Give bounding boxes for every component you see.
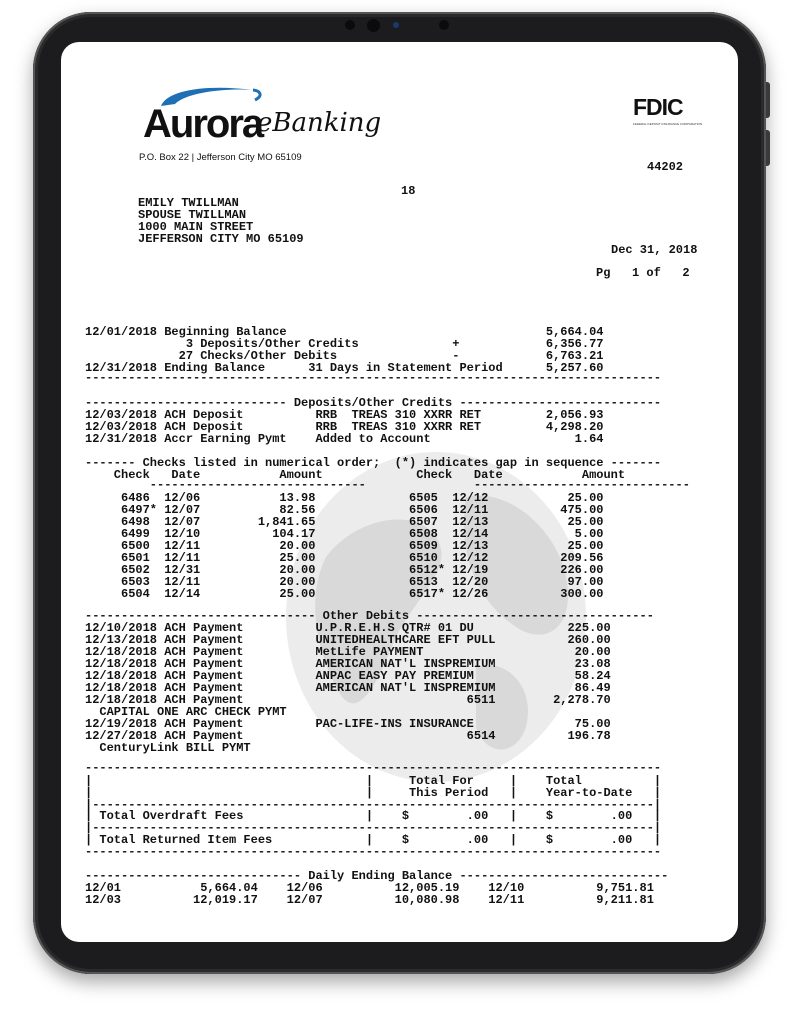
debit-row: 12/13/2018 ACH Payment UNITEDHEALTHCARE EFT PULL 260.00 xyxy=(85,633,611,647)
debit-row: 12/18/2018 ACH Payment AMERICAN NAT'L INSPREMIUM 86.49 xyxy=(85,681,611,695)
flash-icon xyxy=(393,22,399,28)
check-row: 6497* 12/07 82.56 6506 12/11 475.00 xyxy=(85,503,604,517)
fees-table-line: -------------------------------------------------------------------------------- xyxy=(85,845,662,859)
fees-table-line: | | Total For | Total | xyxy=(85,774,662,788)
fees-table-line: |------------------------------------------------------------------------------| xyxy=(85,798,662,812)
sensor-icon xyxy=(345,20,355,30)
divider: -------------------------------------------------------------------------------- xyxy=(85,371,662,385)
divider: ------------------------------ ------------------------------ xyxy=(85,478,690,492)
debit-row: 12/18/2018 ACH Payment MetLife PAYMENT 20.00 xyxy=(85,645,611,659)
camera-icon xyxy=(367,19,380,32)
check-row: 6500 12/11 20.00 6509 12/13 25.00 xyxy=(85,539,604,553)
check-row: 6504 12/14 25.00 6517* 12/26 300.00 xyxy=(85,587,604,601)
daily-balance-row: 12/01 5,664.04 12/06 12,005.19 12/10 9,751.81 xyxy=(85,881,654,895)
summary-line: 3 Deposits/Other Credits + 6,356.77 xyxy=(85,337,604,351)
customer-line: SPOUSE TWILLMAN xyxy=(138,208,247,222)
fees-table-line: -------------------------------------------------------------------------------- xyxy=(85,761,662,775)
statement-screen xyxy=(61,42,738,942)
checks-header: ------- Checks listed in numerical order; (*) indicates gap in sequence ------- xyxy=(85,456,662,470)
fees-table-line: |------------------------------------------------------------------------------| xyxy=(85,821,662,835)
check-row: 6502 12/31 20.00 6512* 12/19 226.00 xyxy=(85,563,604,577)
statement-date: Dec 31, 2018 xyxy=(611,243,698,257)
summary-line: 12/01/2018 Beginning Balance 5,664.04 xyxy=(85,325,604,339)
fees-table-line: | Total Returned Item Fees | $ .00 | $ .00 | xyxy=(85,833,662,847)
volume-button xyxy=(766,82,770,118)
customer-line: EMILY TWILLMAN xyxy=(138,196,239,210)
customer-line: 1000 MAIN STREET xyxy=(138,220,254,234)
page-code: 18 xyxy=(401,184,416,198)
volume-button-2 xyxy=(766,130,770,166)
deposits-header: ---------------------------- Deposits/Other Credits ---------------------------- xyxy=(85,396,662,410)
debit-row: 12/10/2018 ACH Payment U.P.R.E.H.S QTR# 01 DU 225.00 xyxy=(85,621,611,635)
debit-row: 12/19/2018 ACH Payment PAC-LIFE-INS INSURANCE 75.00 xyxy=(85,717,611,731)
bank-name: Aurora xyxy=(143,102,263,146)
daily-balance-header: ------------------------------ Daily Ending Balance ----------------------------- xyxy=(85,869,669,883)
deposit-row: 12/03/2018 ACH Deposit RRB TREAS 310 XXRR RET 2,056.93 xyxy=(85,408,604,422)
daily-balance-row: 12/03 12,019.17 12/07 10,080.98 12/11 9,211.81 xyxy=(85,893,654,907)
fdic-mark: FDIC xyxy=(633,94,683,120)
customer-line: JEFFERSON CITY MO 65109 xyxy=(138,232,304,246)
debit-row: 12/18/2018 ACH Payment 6511 2,278.70 xyxy=(85,693,611,707)
deposit-row: 12/31/2018 Accr Earning Pymt Added to Account 1.64 xyxy=(85,432,604,446)
fdic-subtitle: FEDERAL DEPOSIT INSURANCE CORPORATION xyxy=(633,122,703,126)
fees-table-line: | Total Overdraft Fees | $ .00 | $ .00 | xyxy=(85,809,662,823)
summary-line: 12/31/2018 Ending Balance 31 Days in Statement Period 5,257.60 xyxy=(85,361,604,375)
fdic-logo xyxy=(633,94,703,126)
account-code: 44202 xyxy=(647,160,684,174)
debit-row: 12/18/2018 ACH Payment ANPAC EASY PAY PREMIUM 58.24 xyxy=(85,669,611,683)
sensor-icon-2 xyxy=(439,20,449,30)
debit-row: CenturyLink BILL PYMT xyxy=(85,741,251,755)
checks-columns: Check Date Amount Check Date Amount xyxy=(85,468,626,482)
page-number: Pg 1 of 2 xyxy=(596,266,690,280)
other-debits-header: -------------------------------- Other Debits --------------------------------- xyxy=(85,609,654,623)
debit-row: CAPITAL ONE ARC CHECK PYMT xyxy=(85,705,287,719)
check-row: 6501 12/11 25.00 6510 12/12 209.56 xyxy=(85,551,604,565)
summary-line: 27 Checks/Other Debits - 6,763.21 xyxy=(85,349,604,363)
tablet-frame xyxy=(33,12,766,974)
bank-address: P.O. Box 22 | Jefferson City MO 65109 xyxy=(139,152,302,163)
check-row: 6486 12/06 13.98 6505 12/12 25.00 xyxy=(85,491,604,505)
check-row: 6498 12/07 1,841.65 6507 12/13 25.00 xyxy=(85,515,604,529)
debit-row: 12/27/2018 ACH Payment 6514 196.78 xyxy=(85,729,611,743)
bank-subname: eBanking xyxy=(257,108,382,138)
check-row: 6503 12/11 20.00 6513 12/20 97.00 xyxy=(85,575,604,589)
check-row: 6499 12/10 104.17 6508 12/14 5.00 xyxy=(85,527,604,541)
fees-table-line: | | This Period | Year-to-Date | xyxy=(85,786,662,800)
debit-row: 12/18/2018 ACH Payment AMERICAN NAT'L INSPREMIUM 23.08 xyxy=(85,657,611,671)
deposit-row: 12/03/2018 ACH Deposit RRB TREAS 310 XXRR RET 4,298.20 xyxy=(85,420,604,434)
